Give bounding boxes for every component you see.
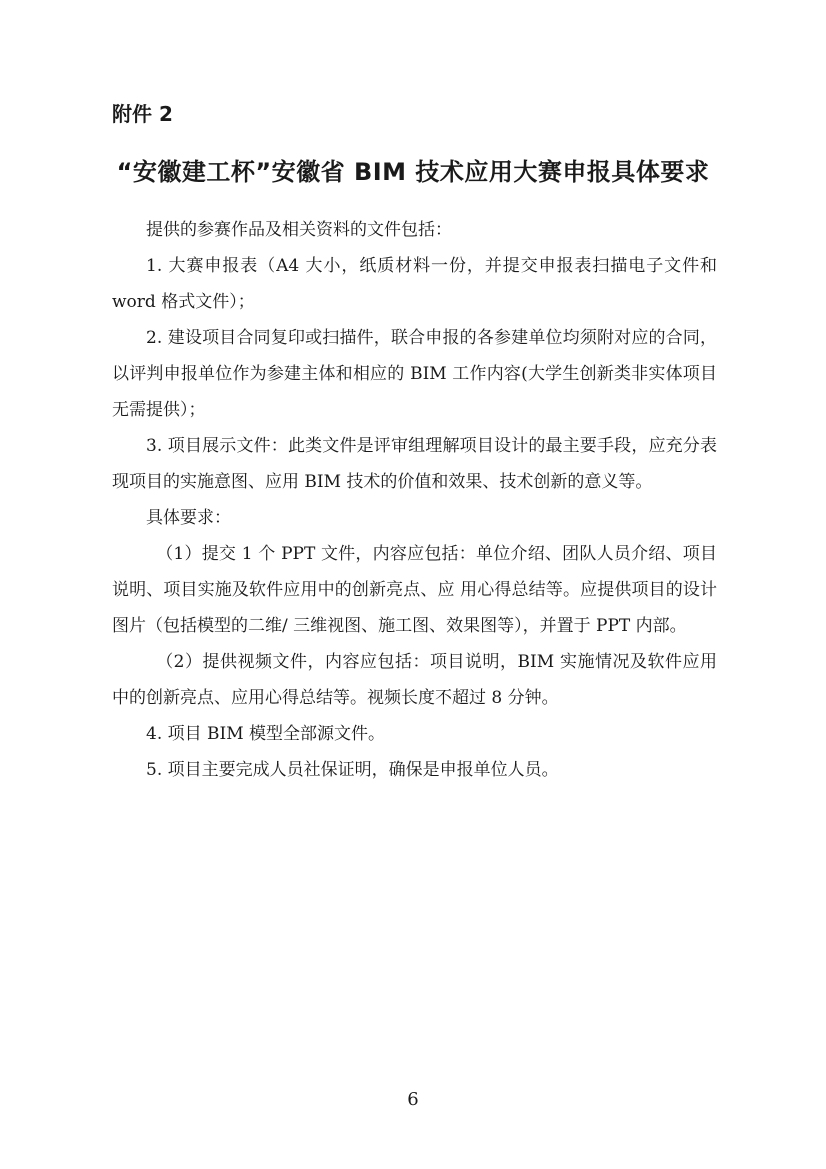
document-title: “安徽建工杯”安徽省 BIM 技术应用大赛申报具体要求 (116, 158, 710, 186)
item-4: 4. 项目 BIM 模型全部源文件。 (146, 724, 386, 744)
sub-item-2: （2）提供视频文件，内容应包括：项目说明，BIM 实施情况及软件应用中的创新亮点、应用心得总结等。视频长度不超过 8 分钟。 (112, 652, 717, 708)
sub-item-1: （1）提交 1 个 PPT 文件，内容应包括：单位介绍、团队人员介绍、项目说明、项目实施及软件应用中的创新亮点、应 用心得总结等。应提供项目的设计图片（包括模型的二维/ 三维视图、施工图、效果图等），并置于 PPT 内部。 (112, 544, 717, 636)
document-body (112, 212, 717, 788)
intro-paragraph: 提供的参赛作品及相关资料的文件包括： (146, 220, 452, 240)
requirements-heading: 具体要求： (146, 508, 231, 528)
item-5: 5. 项目主要完成人员社保证明，确保是申报单位人员。 (146, 760, 559, 780)
page-number: 6 (407, 1089, 419, 1110)
attachment-label: 附件 2 (112, 102, 173, 126)
item-2: 2. 建设项目合同复印或扫描件，联合申报的各参建单位均须附对应的合同，以评判申报单位作为参建主体和相应的 BIM 工作内容(大学生创新类非实体项目无需提供）； (112, 328, 717, 420)
item-1: 1. 大赛申报表（A4 大小，纸质材料一份，并提交申报表扫描电子文件和 word 格式文件）； (112, 256, 717, 312)
item-3: 3. 项目展示文件：此类文件是评审组理解项目设计的最主要手段，应充分表现项目的实施意图、应用 BIM 技术的价值和效果、技术创新的意义等。 (112, 436, 717, 492)
